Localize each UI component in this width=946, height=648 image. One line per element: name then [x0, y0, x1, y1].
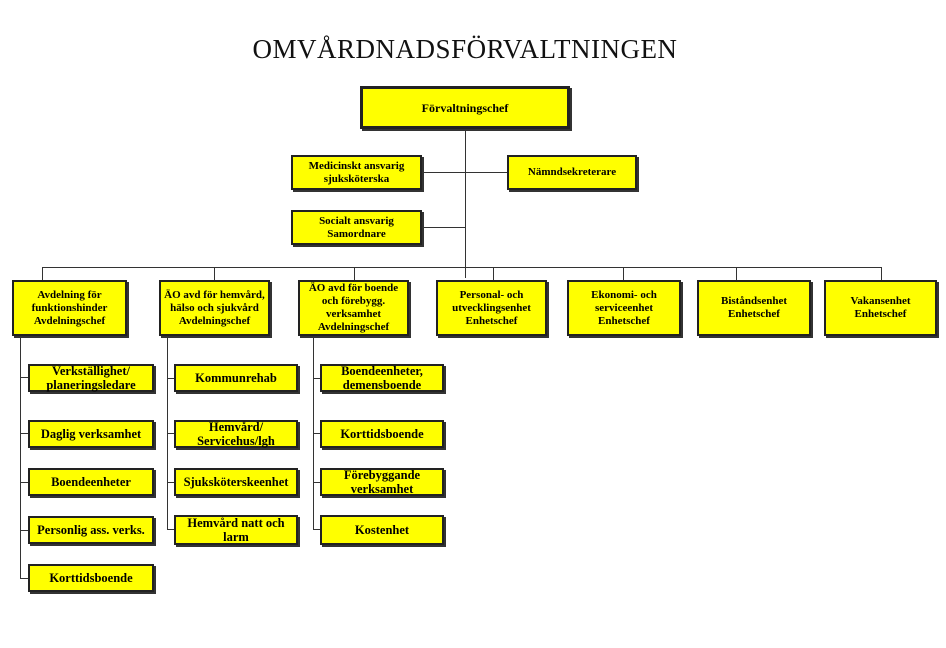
dept-drop-5	[623, 267, 624, 280]
unit-daglig-verksamhet: Daglig verksamhet	[28, 420, 154, 448]
staff-connector-line	[422, 172, 508, 173]
trunk-line	[465, 128, 466, 278]
dept-hemvard: ÄO avd för hemvård, hälso och sjukvård Avdelningschef	[159, 280, 270, 336]
col1-branch-4	[20, 530, 28, 531]
page-title: OMVÅRDNADSFÖRVALTNINGEN	[252, 34, 678, 64]
unit-forebyggande: Förebyggande verksamhet	[320, 468, 444, 496]
unit-boendeenheter: Boendeenheter	[28, 468, 154, 496]
medical-nurse-box: Medicinskt ansvarig sjuksköterska	[291, 155, 422, 190]
unit-sjukskoterskeenhet: Sjuksköterskeenhet	[174, 468, 298, 496]
social-connector-line	[422, 227, 466, 228]
dept-drop-6	[736, 267, 737, 280]
unit-korttidsboende-1: Korttidsboende	[28, 564, 154, 592]
dept-drop-2	[214, 267, 215, 280]
department-bus-line	[42, 267, 881, 268]
secretary-box: Nämndsekreterare	[507, 155, 637, 190]
unit-verkstallighet: Verkställighet/ planeringsledare	[28, 364, 154, 392]
dept-drop-7	[881, 267, 882, 280]
dept-drop-1	[42, 267, 43, 280]
col1-spine	[20, 336, 21, 579]
dept-bistand: Biståndsenhet Enhetschef	[697, 280, 811, 336]
social-coordinator-box: Socialt ansvarig Samordnare	[291, 210, 422, 245]
unit-hemvard-servicehus: Hemvård/ Servicehus/lgh	[174, 420, 298, 448]
unit-kommunrehab: Kommunrehab	[174, 364, 298, 392]
dept-personal: Personal- och utvecklingsenhet Enhetschef	[436, 280, 547, 336]
col1-branch-3	[20, 482, 28, 483]
unit-korttidsboende-2: Korttidsboende	[320, 420, 444, 448]
col1-branch-1	[20, 377, 28, 378]
col1-branch-2	[20, 433, 28, 434]
chief-box: Förvaltningschef	[360, 86, 570, 129]
unit-boende-demens: Boendeenheter, demensboende	[320, 364, 444, 392]
unit-hemvard-natt: Hemvård natt och larm	[174, 515, 298, 545]
col1-branch-5	[20, 578, 28, 579]
dept-boende: ÄO avd för boende och förebygg. verksamhet Avdelningschef	[298, 280, 409, 336]
dept-ekonomi: Ekonomi- och serviceenhet Enhetschef	[567, 280, 681, 336]
dept-funktionshinder: Avdelning för funktionshinder Avdelningschef	[12, 280, 127, 336]
unit-kostenhet: Kostenhet	[320, 515, 444, 545]
dept-vakans: Vakansenhet Enhetschef	[824, 280, 937, 336]
dept-drop-4	[493, 267, 494, 280]
unit-personlig-ass: Personlig ass. verks.	[28, 516, 154, 544]
dept-drop-3	[354, 267, 355, 280]
